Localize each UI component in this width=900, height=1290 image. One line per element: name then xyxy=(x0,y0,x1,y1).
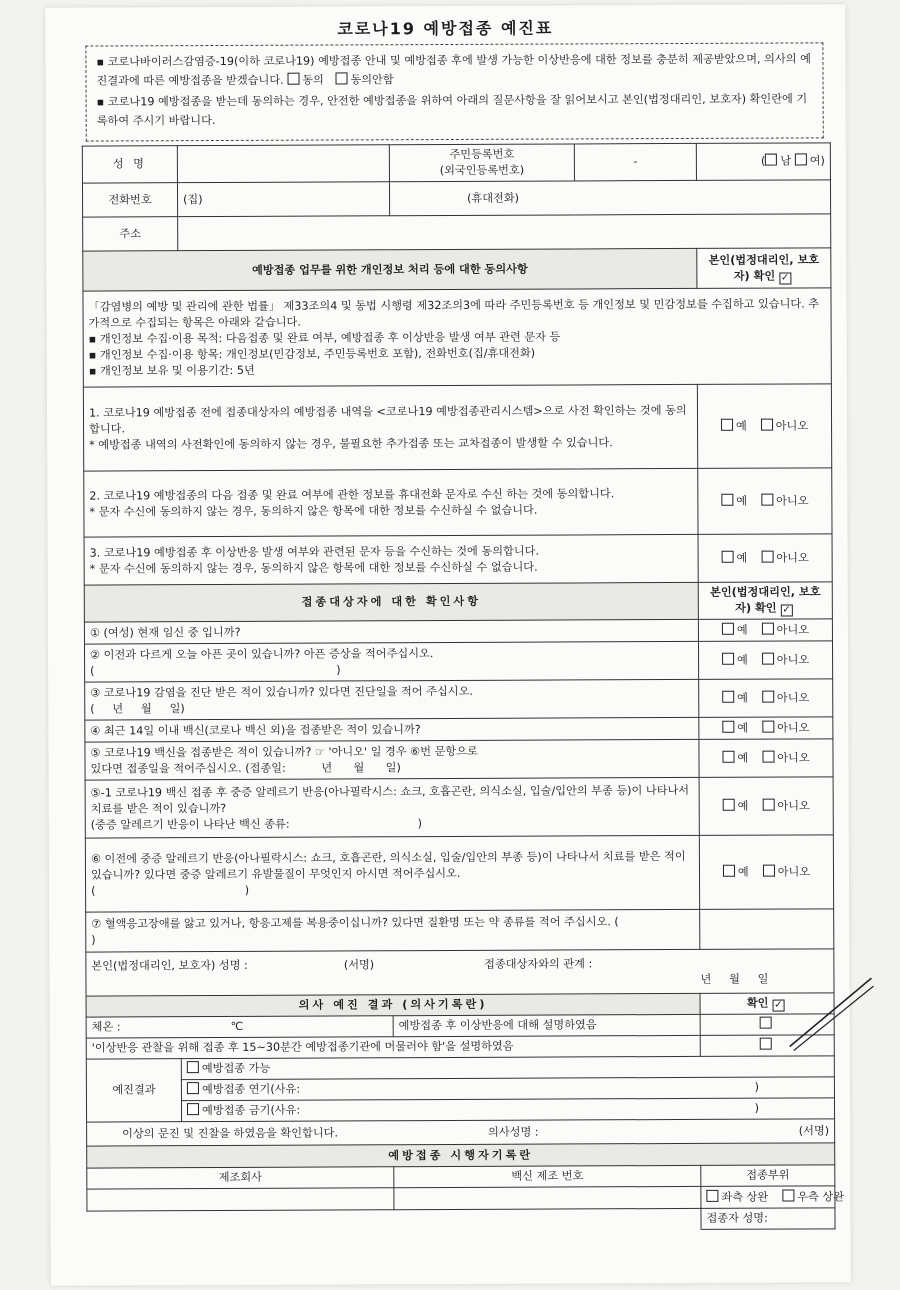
question-7 xyxy=(86,909,834,952)
explain-side-effects-text: 예방접종 후 이상반응에 대해 설명하였음 xyxy=(393,1014,700,1036)
right-arm-checkbox[interactable] xyxy=(782,1189,794,1201)
consent-notice xyxy=(85,42,823,141)
disagree-checkbox[interactable] xyxy=(335,72,347,84)
no-checkbox[interactable] xyxy=(761,418,773,430)
no-checkbox[interactable] xyxy=(762,798,774,810)
privacy-item-2 xyxy=(84,468,832,537)
vaccinator-field[interactable]: 접종자 성명: xyxy=(701,1208,835,1230)
no-checkbox[interactable] xyxy=(761,550,773,562)
no-checkbox[interactable] xyxy=(762,750,774,762)
privacy-confirm-label: 본인(법정대리인, 보호자) 확인 ✓ xyxy=(697,248,831,289)
question-text: ③ 코로나19 감염을 진단 받은 적이 있습니까? 있다면 진단일을 적어 주십시오. ( 년 월 일) xyxy=(85,679,699,720)
doctor-header: 의사 예진 결과 (의사기록란) xyxy=(86,993,700,1017)
yes-checkbox[interactable] xyxy=(723,798,735,810)
result-possible: 예방접종 가능 xyxy=(181,1056,834,1080)
gender-field: ( 남 여) xyxy=(696,143,830,181)
question-text: ⑥ 이전에 중증 알레르기 반응(아나필락시스: 쇼크, 호흡곤란, 의식소실, 입술/입안의 부종 등)이 나타나서 치료를 받은 적이 있습니까? 있다면 중증 알레르기 유발물질이 무엇인지 아시면 적어주십시오. ( ) xyxy=(85,835,699,912)
lot-number-label: 백신 제조 번호 xyxy=(394,1165,701,1187)
no-checkbox[interactable] xyxy=(763,864,775,876)
result-contra-checkbox[interactable] xyxy=(187,1103,199,1115)
doctor-confirm-label: 확인 ✓ xyxy=(700,993,834,1015)
no-checkbox[interactable] xyxy=(762,622,774,634)
question-5-1 xyxy=(85,777,833,838)
privacy-header: 예방접종 업무를 위한 개인정보 처리 등에 대한 동의사항 xyxy=(83,248,697,291)
signature-block: 본인(법정대리인, 보호자) 성명 : (서명) 접종대상자와의 관계 : 년 월 일 xyxy=(86,949,834,996)
form-title: 코로나19 예방접종 예진표 xyxy=(337,18,554,39)
agree-checkbox[interactable] xyxy=(287,73,299,85)
manufacturer-label: 제조회사 xyxy=(87,1167,394,1189)
pen-mark-icon xyxy=(785,972,875,1052)
result-postpone-checkbox[interactable] xyxy=(187,1082,199,1094)
yes-checkbox[interactable] xyxy=(722,720,734,732)
question-text: ④ 최근 14일 이내 백신(코로나 백신 외)을 접종받은 적이 있습니까? xyxy=(85,717,699,742)
question-4 xyxy=(85,717,833,742)
yes-checkbox[interactable] xyxy=(723,864,735,876)
privacy-3-answer: 예 아니오 xyxy=(698,534,832,583)
question-5-answer: 예 아니오 xyxy=(699,739,833,778)
no-checkbox[interactable] xyxy=(762,720,774,732)
injection-site-label: 접종부위 xyxy=(701,1165,835,1187)
result-label: 예진결과 xyxy=(86,1059,181,1122)
explain-observation-text: '이상반응 관찰을 위해 접종 후 15~30분간 예방접종기관에 머물러야 함'을 설명하였음 xyxy=(86,1035,700,1059)
admin-values-row xyxy=(87,1186,835,1211)
admin-header: 예방접종 시행자기록란 xyxy=(87,1143,835,1168)
phone-row xyxy=(82,180,830,217)
address-label: 주소 xyxy=(83,217,178,251)
vaccinator-row xyxy=(87,1208,835,1232)
doctor-sign-block: 이상의 문진 및 진찰을 하였음을 확인합니다. 의사성명 : (서명) xyxy=(87,1119,835,1146)
doctor-sign-row xyxy=(87,1119,835,1146)
address-field[interactable] xyxy=(178,214,831,251)
question-6 xyxy=(85,835,833,912)
yes-checkbox[interactable] xyxy=(722,652,734,664)
privacy-intro: 「감염병의 예방 및 관리에 관한 법률」 제33조의4 및 동법 시행령 제32조의3에 따라 주민등록번호 등 개인정보 및 민감정보를 수집하고 있습니다. 추가적으로 수집되는 항목은 아래와 같습니다. ▪ 개인정보 수집·이용 목적: 다음접종 및 완료 여부, 예방접종 후 이상반응 발생 여부 관련 문자 등 ▪ 개인정보 수집·이용 항목: 개인정보(민감정보, 주민등록번호 포함), 전화번호(집/휴대전화) ▪ 개인정보 보유 및 이용기간: 5년 xyxy=(83,288,831,387)
name-row xyxy=(82,143,830,183)
no-checkbox[interactable] xyxy=(762,690,774,702)
privacy-intro-row xyxy=(83,288,831,387)
question-3 xyxy=(85,679,833,720)
address-row xyxy=(83,214,831,251)
privacy-header-row xyxy=(83,248,831,291)
question-text: ⑤ 코로나19 백신을 접종받은 적이 있습니까? ☞ '아니오' 일 경우 ⑥번 문항으로 있다면 접종일을 적어주십시오. (접종일: 년 월 일) xyxy=(85,739,699,780)
yes-checkbox[interactable] xyxy=(721,418,733,430)
temperature-field: 체온 : ℃ xyxy=(86,1016,393,1038)
checked-box-icon xyxy=(772,1000,784,1012)
privacy-item-text: 3. 코로나19 예방접종 후 이상반응 발생 여부와 관련된 문자 등을 수신하는 것에 동의합니다. * 문자 수신에 동의하지 않는 경우, 동의하지 않은 항목에 대한 정보를 수신하실 수 없습니다. xyxy=(84,534,698,585)
question-text: ⑤-1 코로나19 백신 접종 후 중증 알레르기 반응(아나필락시스: 쇼크, 호흡곤란, 의식소실, 입술/입안의 부종 등)이 나타나서 치료를 받은 적이 있습니까? (중증 알레르기 반응이 나타난 백신 종류: ) xyxy=(85,777,699,838)
form-paper xyxy=(45,4,851,1285)
question-2 xyxy=(84,641,832,682)
question-5-1-answer: 예 아니오 xyxy=(699,777,833,836)
question-text: ① (여성) 현재 임신 중 입니까? xyxy=(84,619,698,644)
result-possible-checkbox[interactable] xyxy=(187,1061,199,1073)
result-contraindicated: 예방접종 금기(사유: ) xyxy=(181,1098,834,1122)
question-4-answer: 예 아니오 xyxy=(699,717,833,740)
yes-checkbox[interactable] xyxy=(721,493,733,505)
checked-box-icon xyxy=(779,272,791,284)
name-label: 성 명 xyxy=(82,146,177,183)
notice-line-2: ▪ 코로나19 예방접종을 받는데 동의하는 경우, 안전한 예방접종을 위하여 아래의 질문사항을 잘 읽어보시고 본인(법정대리인, 보호자) 확인란에 기록하여 주시기 바랍니다. xyxy=(96,92,808,128)
manufacturer-field[interactable] xyxy=(87,1188,394,1211)
male-checkbox[interactable] xyxy=(765,154,777,166)
question-5 xyxy=(85,739,833,780)
no-checkbox[interactable] xyxy=(761,493,773,505)
privacy-item-3 xyxy=(84,534,832,585)
result-postpone: 예방접종 연기(사유: ) xyxy=(181,1077,834,1101)
privacy-2-answer: 예 아니오 xyxy=(698,468,832,535)
injection-site-field: 좌측 상완 우측 상완 xyxy=(701,1186,835,1209)
privacy-item-1 xyxy=(83,384,831,471)
privacy-1-answer: 예 아니오 xyxy=(697,384,831,469)
screening-form-table xyxy=(82,142,845,1232)
question-text: ② 이전과 다르게 오늘 아픈 곳이 있습니까? 아픈 증상을 적어주십시오. ( ) xyxy=(84,641,698,682)
mobile-phone-field[interactable]: (휴대전화) xyxy=(389,180,830,216)
phone-label: 전화번호 xyxy=(82,183,177,217)
signature-row xyxy=(86,949,834,996)
question-1-answer: 예 아니오 xyxy=(698,619,832,642)
left-arm-checkbox[interactable] xyxy=(706,1189,718,1201)
question-1 xyxy=(84,619,832,644)
name-field[interactable] xyxy=(177,145,389,183)
admin-header-row xyxy=(87,1143,835,1168)
question-2-answer: 예 아니오 xyxy=(698,641,832,680)
privacy-item-text: 1. 코로나19 예방접종 전에 접종대상자의 예방접종 내역을 <코로나19 예방접종관리시스템>으로 사전 확인하는 것에 동의합니다. * 예방접종 내역의 사전확인에 동의하지 않는 경우, 불필요한 추가접종 또는 교차접종이 발생할 수 있습니다. xyxy=(83,384,697,471)
checked-box-icon xyxy=(780,604,792,616)
questions-header: 접종대상자에 대한 확인사항 xyxy=(84,582,698,622)
explain-2-checkbox[interactable] xyxy=(760,1038,772,1050)
questions-confirm-label: 본인(법정대리인, 보호자) 확인 ✓ xyxy=(698,582,832,620)
question-text: ⑦ 혈액응고장애를 앓고 있거나, 항응고제를 복용중이십니까? 있다면 질환명 또는 약 종류를 적어 주십시오. ( ) xyxy=(86,909,700,952)
explain-1-checkbox[interactable] xyxy=(760,1017,772,1029)
question-6-answer: 예 아니오 xyxy=(699,835,833,910)
yes-checkbox[interactable] xyxy=(722,750,734,762)
yes-checkbox[interactable] xyxy=(722,690,734,702)
female-checkbox[interactable] xyxy=(795,153,807,165)
questions-header-row xyxy=(84,582,832,622)
home-phone-field[interactable]: (집) xyxy=(177,182,389,217)
lot-number-field[interactable] xyxy=(394,1186,701,1209)
rrn-field[interactable]: - xyxy=(574,143,696,181)
no-checkbox[interactable] xyxy=(762,652,774,664)
yes-checkbox[interactable] xyxy=(722,622,734,634)
question-3-answer: 예 아니오 xyxy=(699,679,833,718)
yes-checkbox[interactable] xyxy=(721,550,733,562)
privacy-item-text: 2. 코로나19 예방접종의 다음 접종 및 완료 여부에 관한 정보를 휴대전화 문자로 수신 하는 것에 동의합니다. * 문자 수신에 동의하지 않는 경우, 동의하지 않은 항목에 대한 정보를 수신하실 수 없습니다. xyxy=(84,468,698,537)
notice-line-1: ▪ 코로나바이러스감염증-19(이하 코로나19) 예방접종 안내 및 예방접종 후에 발생 가능한 이상반응에 대한 정보를 충분히 제공받았으며, 의사의 예진결과에 따른 예방접종을 받겠습니다. 동의 동의안함 xyxy=(96,52,811,88)
rrn-label: 주민등록번호 (외국인등록번호) xyxy=(389,144,574,182)
